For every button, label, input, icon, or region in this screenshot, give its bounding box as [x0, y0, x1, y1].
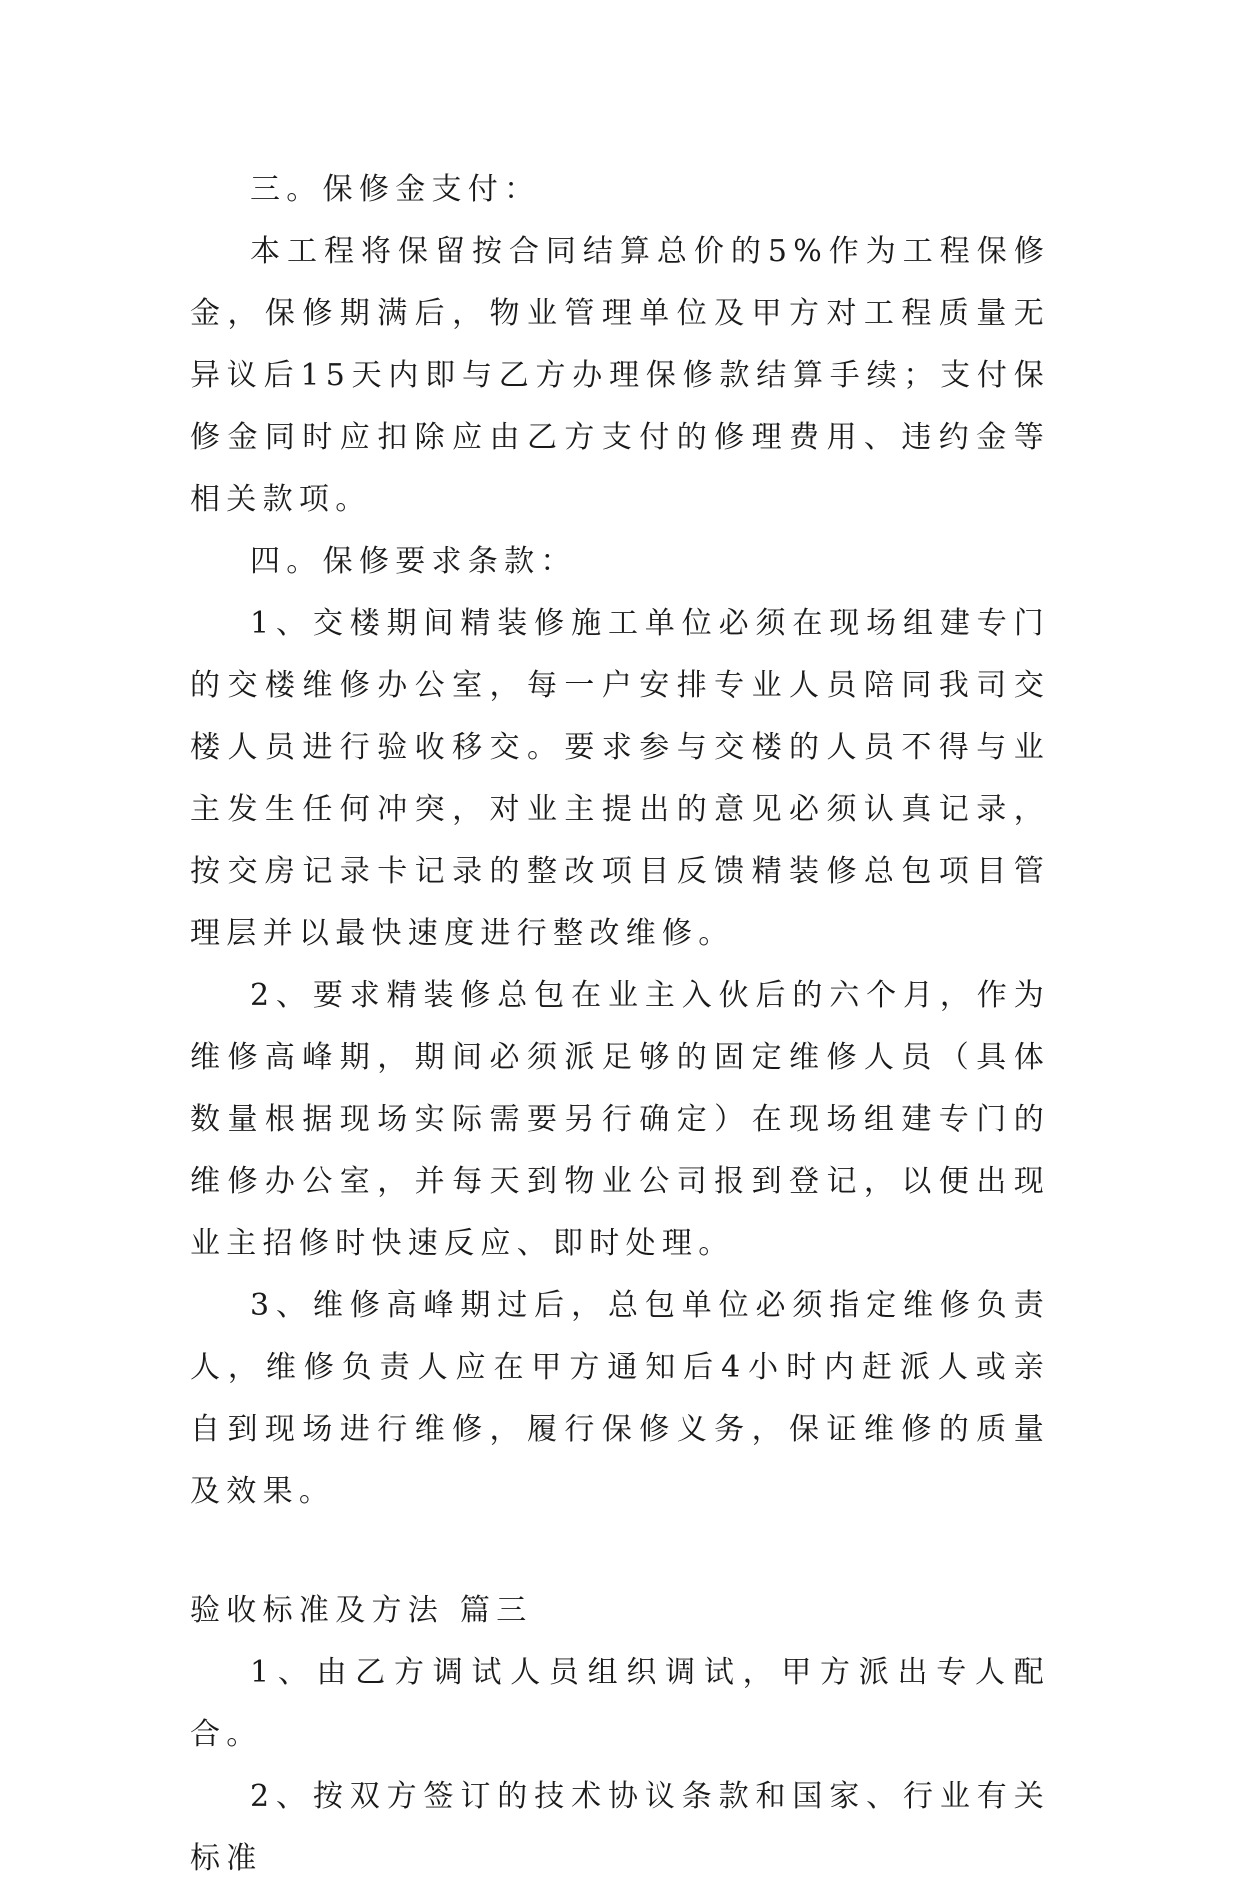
section-heading: 验收标准及方法 篇三	[190, 1593, 533, 1628]
clause-3-body: 本工程将保留按合同结算总价的5%作为工程保修金，保修期满后，物业管理单位及甲方对工程质量无异议后15天内即与乙方办理保修款结算手续；支付保修金同时应扣除应由乙方支付的修理费用、违约金等相关款项。	[190, 234, 1050, 517]
clause-4-item-3: 3、维修高峰期过后，总包单位必须指定维修负责人，维修负责人应在甲方通知后4小时内赶派人或亲自到现场进行维修，履行保修义务，保证维修的质量及效果。	[190, 1288, 1050, 1509]
clause-4-title: 四。保修要求条款：	[250, 544, 577, 579]
acceptance-item-2: 2、按双方签订的技术协议条款和国家、行业有关标准	[190, 1779, 1050, 1876]
clause-4-item-2: 2、要求精装修总包在业主入伙后的六个月，作为维修高峰期，期间必须派足够的固定维修人员（具体数量根据现场实际需要另行确定）在现场组建专门的维修办公室，并每天到物业公司报到登记，以便出现业主招修时快速反应、即时处理。	[190, 978, 1050, 1261]
acceptance-item-1: 1、由乙方调试人员组织调试，甲方派出专人配合。	[190, 1655, 1050, 1752]
clause-3-title: 三。保修金支付：	[250, 172, 541, 207]
document-body	[190, 159, 1050, 1890]
clause-4-item-1: 1、交楼期间精装修施工单位必须在现场组建专门的交楼维修办公室，每一户安排专业人员陪同我司交楼人员进行验收移交。要求参与交楼的人员不得与业主发生任何冲突，对业主提出的意见必须认真记录，按交房记录卡记录的整改项目反馈精装修总包项目管理层并以最快速度进行整改维修。	[190, 606, 1050, 951]
